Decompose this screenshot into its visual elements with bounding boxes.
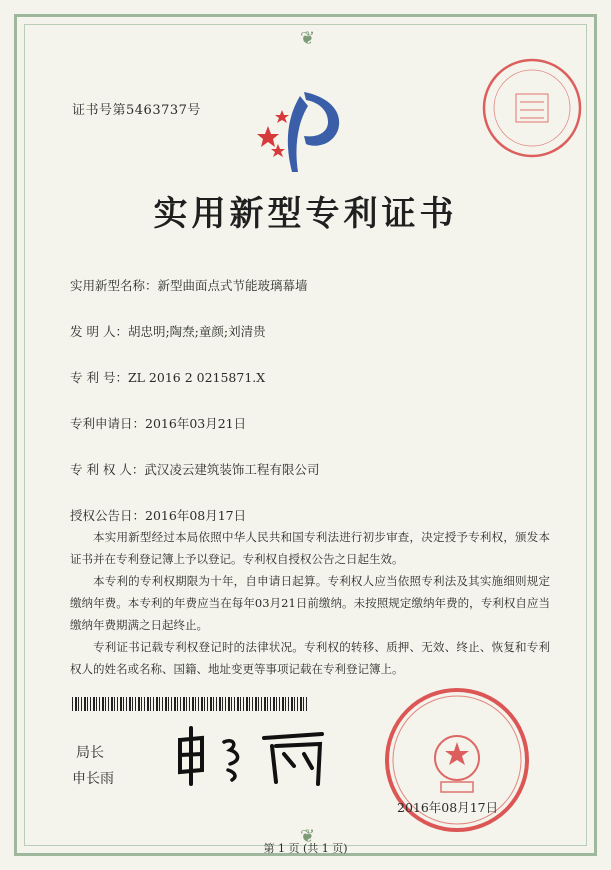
filing-date-label: 专利申请日： bbox=[70, 416, 146, 431]
bottom-ornament-icon: ❦ bbox=[300, 826, 316, 847]
patent-office-logo-icon bbox=[248, 86, 358, 178]
utility-name-row bbox=[70, 276, 308, 294]
inventor-row bbox=[70, 322, 266, 340]
barcode bbox=[72, 697, 308, 711]
director-title: 局长 bbox=[76, 745, 104, 761]
body-paragraph: 专利证书记载专利权登记时的法律状况。专利权的转移、质押、无效、终止、恢复和专利权人的姓名或名称、国籍、地址变更等事项记载在专利登记簿上。 bbox=[70, 640, 550, 676]
patent-holder-label: 专 利 权 人： bbox=[70, 462, 145, 477]
page-footer: 第 1 页 (共 1 页) bbox=[263, 842, 348, 855]
filing-date-row bbox=[70, 414, 246, 432]
agency-seal bbox=[480, 56, 584, 160]
grant-date-value: 2016年08月17日 bbox=[145, 508, 247, 523]
director-name: 申长雨 bbox=[72, 771, 114, 787]
top-ornament-icon: ❦ bbox=[300, 28, 316, 49]
inventor-label: 发 明 人： bbox=[70, 324, 128, 339]
director-signature bbox=[172, 720, 332, 790]
page-title: 实用新型专利证书 bbox=[153, 194, 458, 234]
certificate-body bbox=[70, 526, 550, 680]
filing-date-value: 2016年03月21日 bbox=[145, 416, 247, 431]
utility-name-value: 新型曲面点式节能玻璃幕墙 bbox=[157, 278, 308, 293]
body-paragraph: 本专利的专利权期限为十年，自申请日起算。专利权人应当依照专利法及其实施细则规定缴纳年费。本专利的年费应当在每年03月21日前缴纳。未按照规定缴纳年费的，专利权自应当缴纳年费期满之日起终止。 bbox=[70, 574, 550, 632]
patent-number-label: 专 利 号： bbox=[70, 370, 128, 385]
grant-date-label: 授权公告日： bbox=[70, 508, 146, 523]
patent-number-row bbox=[70, 368, 265, 386]
body-paragraph: 本实用新型经过本局依照中华人民共和国专利法进行初步审查，决定授予专利权，颁发本证书并在专利登记簿上予以登记。专利权自授权公告之日起生效。 bbox=[70, 530, 550, 566]
grant-date-row bbox=[70, 506, 246, 524]
patent-number-value: ZL 2016 2 0215871.X bbox=[127, 370, 266, 385]
inventor-value: 胡忠明;陶焘;童颜;刘清贵 bbox=[127, 324, 266, 339]
patent-holder-value: 武汉凌云建筑装饰工程有限公司 bbox=[144, 462, 320, 477]
utility-name-label: 实用新型名称： bbox=[70, 278, 158, 293]
patent-holder-row bbox=[70, 460, 319, 478]
seal-date: 2016年08月17日 bbox=[397, 800, 499, 815]
certificate-number: 证书号第5463737号 bbox=[72, 103, 201, 118]
